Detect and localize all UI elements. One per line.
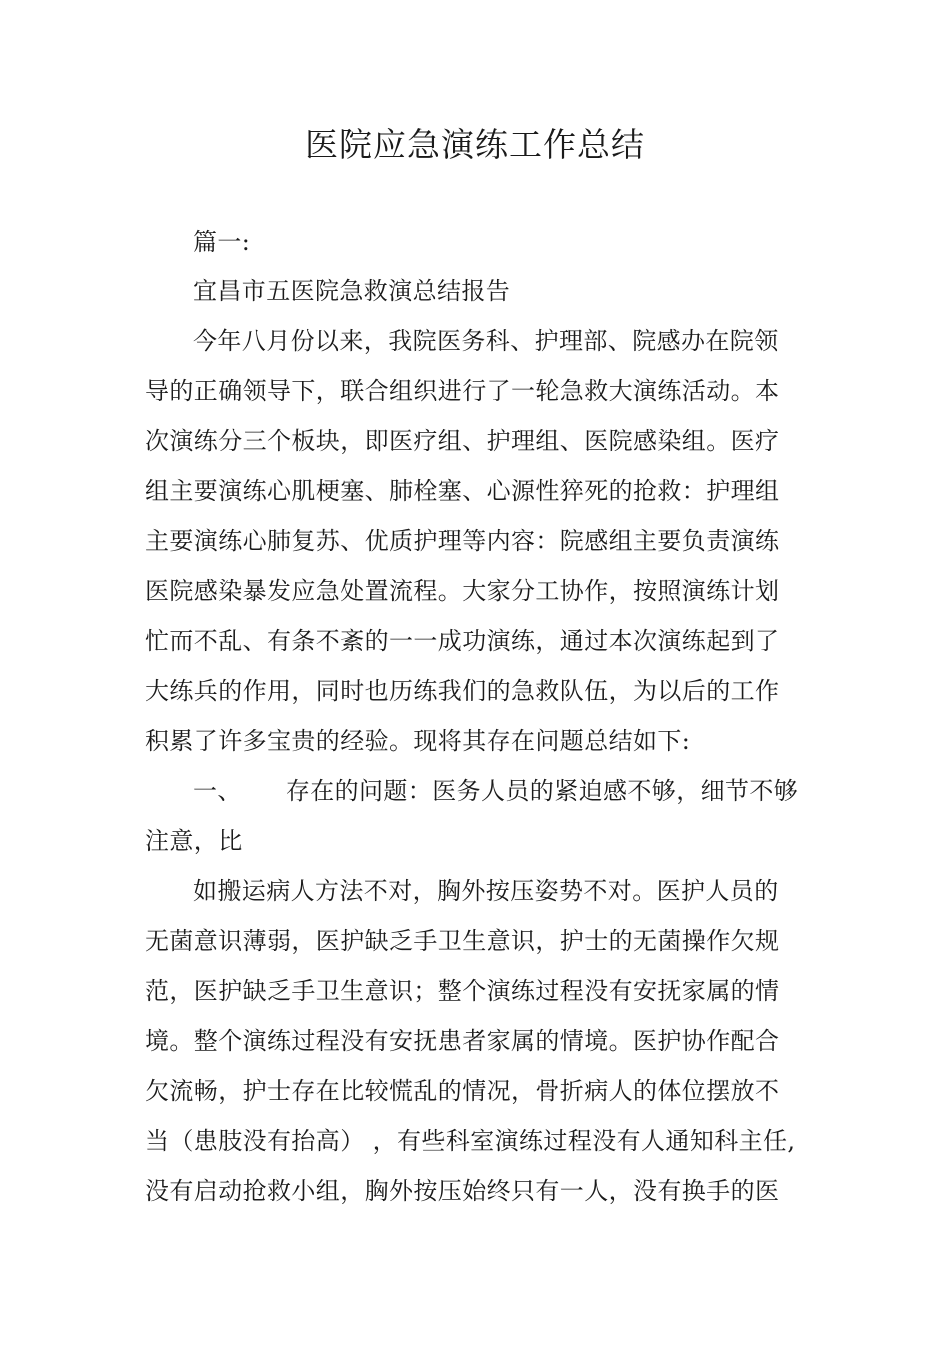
paragraph-line: 导的正确领导下，联合组织进行了一轮急救大演练活动。本 xyxy=(145,377,780,405)
item-number: 一、 xyxy=(193,777,242,805)
paragraph-line: 大练兵的作用，同时也历练我们的急救队伍，为以后的工作 xyxy=(145,677,780,705)
document-title: 医院应急演练工作总结 xyxy=(305,125,645,164)
paragraph-line: 主要演练心肺复苏、优质护理等内容：院感组主要负责演练 xyxy=(145,527,780,555)
paragraph-line: 忙而不乱、有条不紊的一一成功演练，通过本次演练起到了 xyxy=(145,627,780,655)
paragraph-line: 积累了许多宝贵的经验。现将其存在问题总结如下: xyxy=(145,727,691,755)
paragraph-line: 次演练分三个板块，即医疗组、护理组、医院感染组。医疗 xyxy=(145,427,780,455)
paragraph-line: 当（患肢没有抬高） ，有些科室演练过程没有人通知科主任, xyxy=(145,1127,796,1155)
paragraph-line: 如搬运病人方法不对，胸外按压姿势不对。医护人员的 xyxy=(193,877,779,905)
paragraph-line: 没有启动抢救小组，胸外按压始终只有一人，没有换手的医 xyxy=(145,1177,780,1205)
paragraph-line: 范，医护缺乏手卫生意识；整个演练过程没有安抚家属的情 xyxy=(145,977,780,1005)
paragraph-line: 今年八月份以来，我院医务科、护理部、院感办在院领 xyxy=(193,327,779,355)
paragraph-line: 无菌意识薄弱，医护缺乏手卫生意识，护士的无菌操作欠规 xyxy=(145,927,780,955)
section-label: 篇一: xyxy=(193,228,251,256)
paragraph-line: 组主要演练心肌梗塞、肺栓塞、心源性猝死的抢救：护理组 xyxy=(145,477,780,505)
paragraph-line: 医院感染暴发应急处置流程。大家分工协作，按照演练计划 xyxy=(145,577,780,605)
paragraph-line: 注意，比 xyxy=(145,827,243,855)
report-heading: 宜昌市五医院急救演总结报告 xyxy=(193,277,511,305)
numbered-item xyxy=(193,775,798,807)
paragraph-line: 欠流畅，护士存在比较慌乱的情况，骨折病人的体位摆放不 xyxy=(145,1077,780,1105)
paragraph-line: 境。整个演练过程没有安抚患者家属的情境。医护协作配合 xyxy=(145,1027,780,1055)
item-text: 存在的问题：医务人员的紧迫感不够，细节不够 xyxy=(285,777,799,805)
